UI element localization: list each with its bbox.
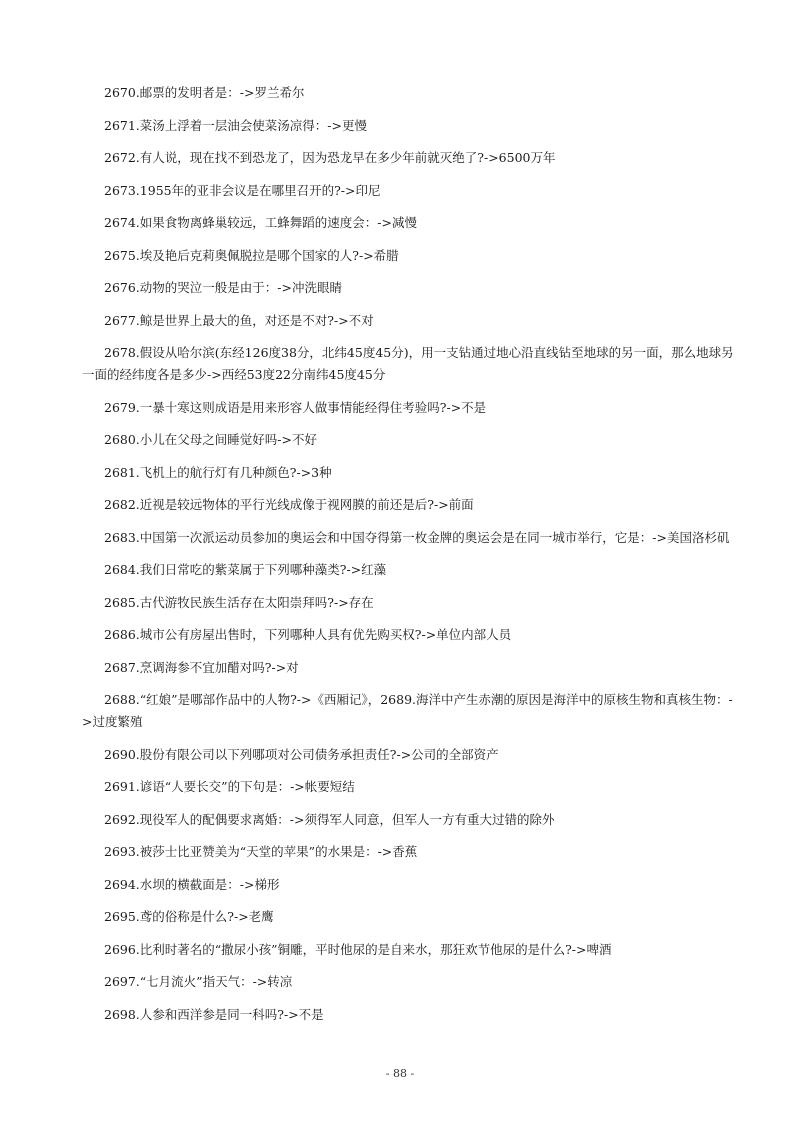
qa-entry: 2684.我们日常吃的紫菜属于下列哪种藻类?->红藻 [104,562,387,577]
qa-entry: 2687.烹调海参不宜加醋对吗?->对 [104,659,299,675]
qa-entry: 2695.鸢的俗称是什么?->老鹰 [104,909,274,924]
qa-entry: 2675.埃及艳后克莉奥佩脱拉是哪个国家的人?->希腊 [104,247,399,263]
qa-entry: 2691.谚语“人要长交”的下句是：->帐要短结 [104,779,355,794]
qa-entry: 2685.古代游牧民族生活存在太阳崇拜吗?->存在 [104,594,374,610]
qa-entry: 2679.一暴十寒这则成语是用来形容人做事情能经得住考验吗?->不是 [104,399,487,415]
qa-entry: 2681.飞机上的航行灯有几种颜色?->3种 [104,464,332,480]
qa-entry: 2671.菜汤上浮着一层油会使菜汤凉得：->更慢 [104,117,367,133]
qa-entry: 2686.城市公有房屋出售时，下列哪种人具有优先购买权?->单位内部人员 [104,627,512,642]
qa-entry: 2690.股份有限公司以下列哪项对公司债务承担责任?->公司的全部资产 [104,746,499,762]
qa-entry: 2673.1955年的亚非会议是在哪里召开的?->印尼 [104,182,381,198]
qa-entry: 2698.人参和西洋参是同一科吗?->不是 [104,1006,324,1022]
qa-entry-list [82,82,742,1036]
qa-entry: 2677.鲸是世界上最大的鱼，对还是不对?->不对 [104,312,374,328]
qa-entry: 2680.小儿在父母之间睡觉好吗->不好 [104,432,317,447]
qa-entry: 2682.近视是较远物体的平行光线成像于视网膜的前还是后?->前面 [104,497,474,512]
qa-entry: 2670.邮票的发明者是：->罗兰希尔 [104,85,305,100]
qa-entry: 2693.被莎士比亚赞美为“天堂的苹果”的水果是：->香蕉 [104,844,418,859]
page-number: - 88 - [385,1067,415,1080]
qa-entry: 2683.中国第一次派运动员参加的奥运会和中国夺得第一枚金牌的奥运会是在同一城市举行，它是：->美国洛杉矶 [104,529,730,545]
qa-entry: 2697.“七月流火”指天气：->转凉 [104,974,293,989]
qa-entry: 2688.“红娘”是哪部作品中的人物?->《西厢记》，2689.海洋中产生赤潮的原因是海洋中的原核生物和真核生物：->过度繁殖 [82,692,733,729]
qa-entry: 2678.假设从哈尔滨(东经126度38分，北纬45度45分)，用一支钻通过地心沿直线钻至地球的另一面，那么地球另一面的经纬度各是多少->西经53度22分南纬45度45分 [82,345,734,382]
qa-entry: 2676.动物的哭泣一般是由于：->冲洗眼睛 [104,280,342,295]
qa-entry: 2694.水坝的横截面是：->梯形 [104,876,280,892]
qa-entry: 2696.比利时著名的“撒尿小孩”铜雕，平时他尿的是自来水，那狂欢节他尿的是什么?->啤酒 [104,941,612,957]
qa-entry: 2692.现役军人的配偶要求离婚：->须得军人同意，但军人一方有重大过错的除外 [104,811,555,827]
qa-entry: 2674.如果食物离蜂巢较远，工蜂舞蹈的速度会：->减慢 [104,215,417,230]
qa-entry: 2672.有人说，现在找不到恐龙了，因为恐龙早在多少年前就灭绝了?->6500万年 [104,150,556,165]
